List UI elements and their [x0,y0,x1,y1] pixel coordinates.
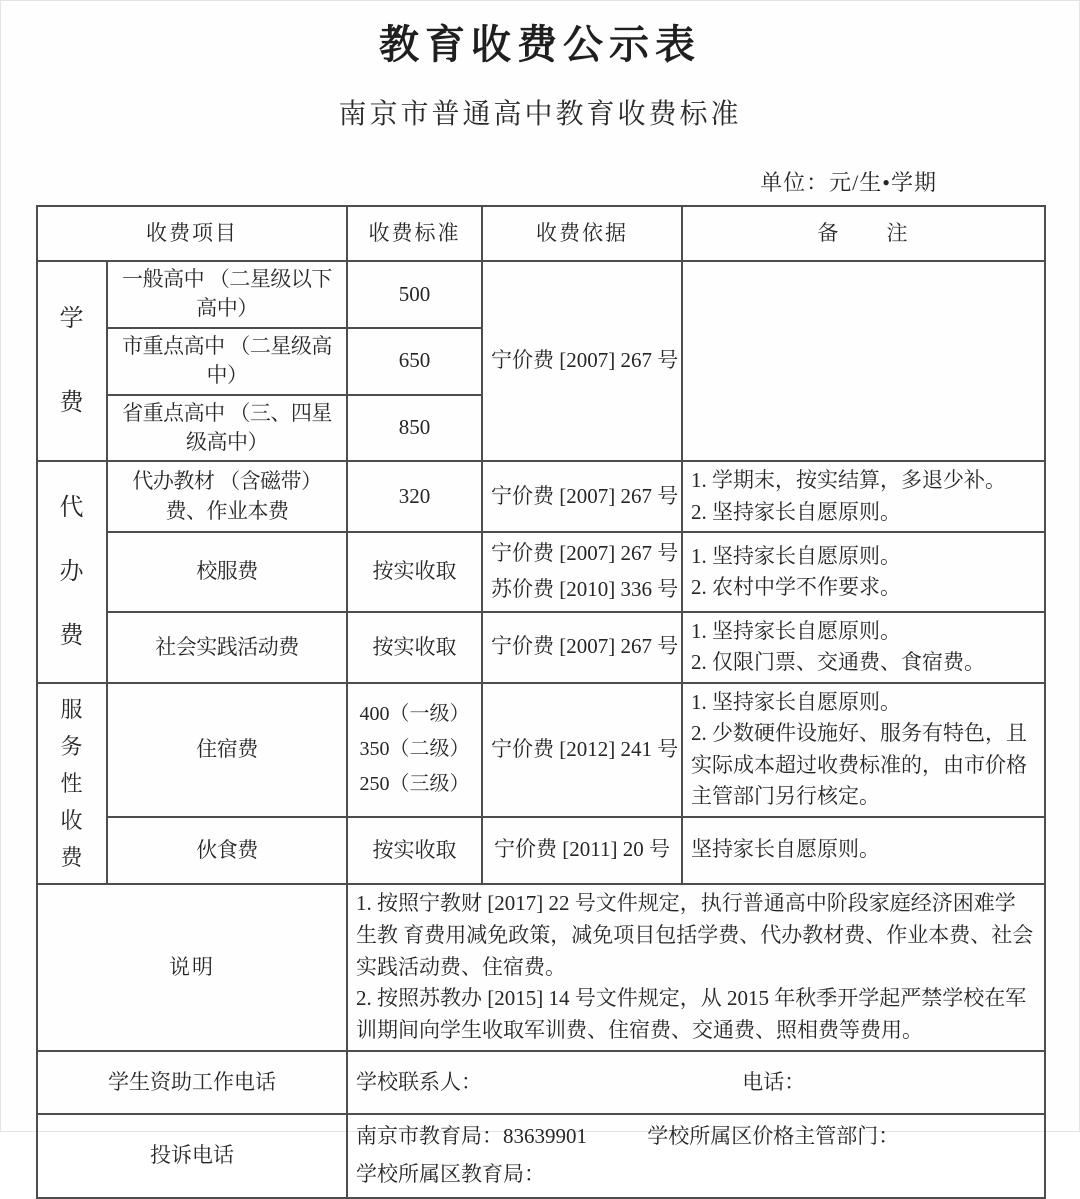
table-row [37,532,1045,611]
city-bureau-phone: 南京市教育局：83639901 [356,1124,587,1149]
remark-line: 坚持家长自愿原则。 [691,837,880,862]
fee-standard [347,683,482,817]
fee-remark [682,532,1045,611]
fee-remark [682,461,1045,532]
district-bureau-label: 学校所属区教育局： [356,1162,545,1187]
fee-item-name: 一般高中 （二星级以下高中） [107,261,347,328]
basis-text: 宁价费 [2011] 20 号 [494,837,670,862]
basis-text: 苏价费 [2010] 336 号 [491,577,679,602]
fee-basis [482,612,682,683]
header-basis: 收费依据 [482,206,682,261]
header-item: 收费项目 [37,206,347,261]
remark-line: 2. 仅限门票、交通费、食宿费。 [691,650,985,675]
student-aid-row [37,1051,1045,1114]
fee-basis [482,461,682,532]
group-label-text: 学 费 [59,306,85,417]
fee-standard: 500 [347,261,482,328]
remark-line: 1. 学期末，按实结算，多退少补。 [691,468,1006,493]
fee-item-name: 社会实践活动费 [107,612,347,683]
fee-item-name: 校服费 [107,532,347,611]
fee-item-name: 住宿费 [107,683,347,817]
group-label-text: 代 办 费 [59,495,85,650]
fee-standard: 按实收取 [347,612,482,683]
notes-label: 说明 [37,884,347,1052]
remark-line: 2. 农村中学不作要求。 [691,575,901,600]
notes-row [37,884,1045,1052]
notes-content [347,884,1045,1052]
standard-line: 250（三级） [359,773,470,796]
group-label-service [37,683,107,884]
group-label-tuition [37,261,107,461]
header-remark: 备 注 [682,206,1045,261]
fee-standard: 650 [347,328,482,395]
fee-remark [682,612,1045,683]
fee-standard: 按实收取 [347,532,482,611]
basis-text: 宁价费 [2007] 267 号 [491,634,679,659]
table-header-row [37,206,1045,261]
remark-line: 1. 坚持家长自愿原则。 [691,543,901,568]
complaint-row [37,1114,1045,1198]
remark-line: 1. 坚持家长自愿原则。 [691,689,901,714]
group-label-agency [37,461,107,682]
remark-line: 2. 坚持家长自愿原则。 [691,499,901,524]
fee-table [36,205,1046,1199]
fee-basis [482,817,682,884]
standard-line: 400（一级） [359,703,470,726]
fee-basis [482,532,682,611]
student-aid-content [347,1051,1045,1114]
school-contact-label: 学校联系人： [356,1070,482,1095]
complaint-label: 投诉电话 [37,1114,347,1198]
remark-line: 1. 坚持家长自愿原则。 [691,618,901,643]
fee-remark [682,817,1045,884]
remark-line: 2. 少数硬件设施好、服务有特色，且实际成本超过收费标准的，由市价格主管部门另行核定。 [691,721,1027,809]
notes-line: 1. 按照宁教财 [2017] 22 号文件规定，执行普通高中阶段家庭经济困难学生教 育费用减免政策，减免项目包括学费、代办教材费、作业本费、社会实践活动费、住宿费。 [356,890,1034,979]
standard-line: 350（二级） [359,738,470,761]
fee-item-name: 伙食费 [107,817,347,884]
fee-remark [682,261,1045,461]
complaint-line-1 [356,1118,1036,1156]
basis-text: 宁价费 [2007] 267 号 [491,484,679,508]
district-price-dept-label: 学校所属区价格主管部门： [647,1124,900,1149]
basis-text: 宁价费 [2007] 267 号 [491,348,679,373]
notes-line: 2. 按照苏教办 [2015] 14 号文件规定，从 2015 年秋季开学起严禁学校在军训期间向学生收取军训费、住宿费、交通费、照相费等费用。 [356,986,1027,1043]
student-aid-label: 学生资助工作电话 [37,1051,347,1114]
basis-text: 宁价费 [2007] 267 号 [491,541,679,566]
fee-basis [482,261,682,461]
fee-item-name: 市重点高中 （二星级高中） [107,328,347,395]
basis-text: 宁价费 [2012] 241 号 [491,736,679,761]
fee-standard: 按实收取 [347,817,482,884]
table-row [37,461,1045,532]
complaint-content [347,1114,1045,1198]
page-subtitle: 南京市普通高中教育收费标准 [338,99,742,130]
table-row [37,817,1045,884]
table-row [37,683,1045,817]
fee-standard: 850 [347,395,482,462]
table-row [37,261,1045,328]
phone-label: 电话： [742,1070,806,1095]
unit-note: 单位：元/生•学期 [760,170,937,195]
fee-basis [482,683,682,817]
page-title: 教育收费公示表 [379,22,701,67]
fee-standard: 320 [347,461,482,532]
header-standard: 收费标准 [347,206,482,261]
fee-remark [682,683,1045,817]
complaint-line-2 [356,1156,1036,1194]
fee-item-name: 代办教材 （含磁带）费、作业本费 [107,461,347,532]
group-label-text: 服 务 性 收 费 [60,696,84,870]
fee-item-name: 省重点高中 （三、四星级高中） [107,395,347,462]
table-row [37,612,1045,683]
